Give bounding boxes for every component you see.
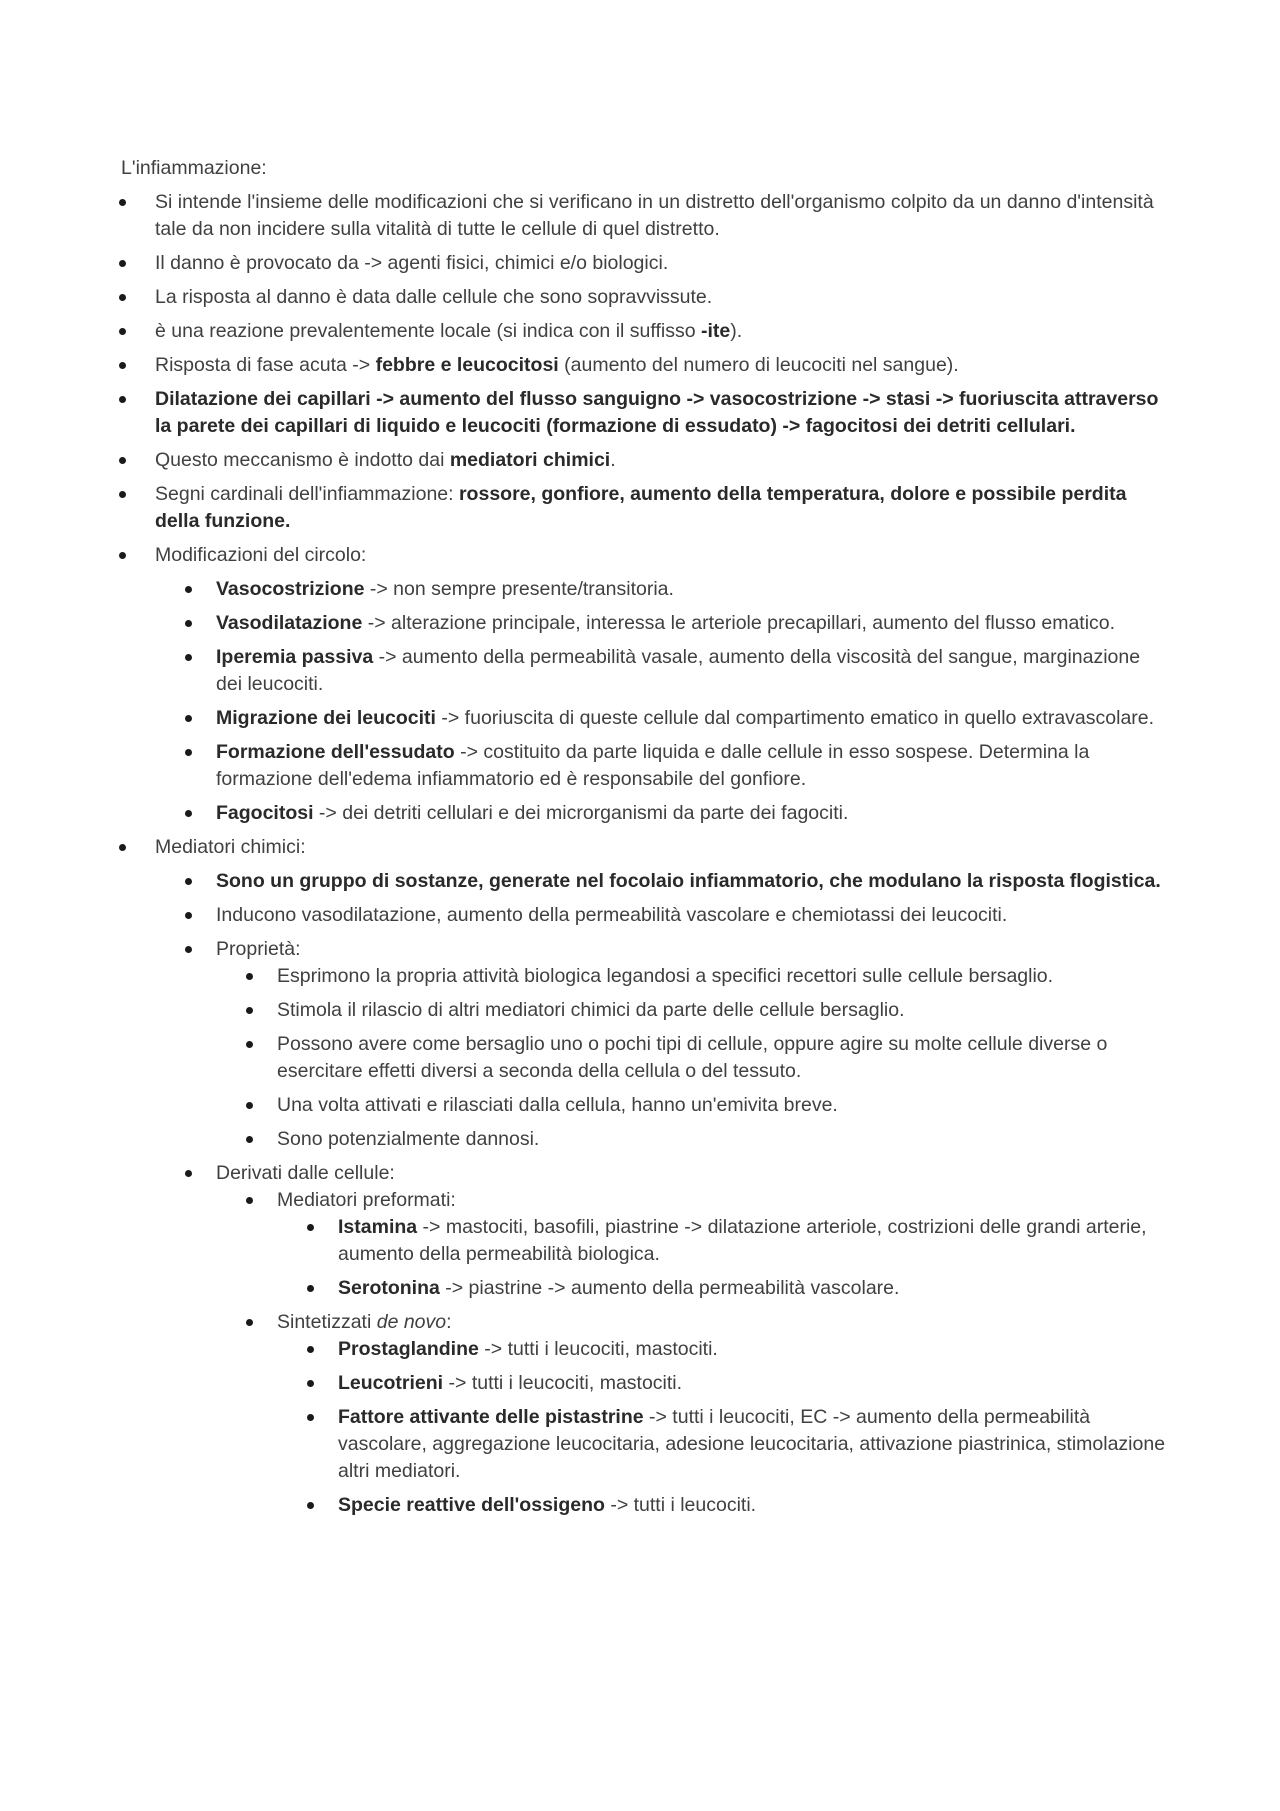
- list-item: [183, 739, 1167, 793]
- text-run: -> tutti i leucociti, EC -> aumento della permeabilità vascolare, aggregazione leucocitaria, adesione leucocitaria, attivazione piastrinica, stimolazione altri mediatori.: [338, 1406, 1166, 1482]
- text-run: Esprimono la propria attività biologica legandosi a specifici recettori sulle cellule bersaglio.: [277, 965, 1054, 987]
- bullet-icon: [307, 1502, 314, 1509]
- text-run: Questo meccanismo è indotto dai: [155, 449, 450, 471]
- list-item-text: [155, 286, 712, 308]
- text-run: -> aumento della permeabilità vasale, aumento della viscosità del sangue, marginazione dei leucociti.: [216, 646, 1141, 695]
- text-run: (aumento del numero di leucociti nel sangue).: [558, 354, 959, 376]
- sub-list: [277, 1214, 1167, 1302]
- bold-text: rossore, gonfiore, aumento della temperatura, dolore e possibile perdita della funzione.: [155, 483, 1127, 532]
- bullet-icon: [185, 749, 192, 756]
- bold-text: Migrazione dei leucociti: [216, 707, 436, 729]
- list-item-text: [216, 707, 1154, 729]
- bullet-icon: [119, 260, 126, 267]
- list-item-text: [338, 1372, 682, 1394]
- list-item: [244, 963, 1167, 990]
- text-run: -> dei detriti cellulari e dei microrganismi da parte dei fagociti.: [313, 802, 849, 824]
- list-item: [117, 318, 1167, 345]
- bold-text: Serotonina: [338, 1277, 440, 1299]
- bullet-icon: [246, 1319, 253, 1326]
- list-item-text: [277, 999, 905, 1021]
- list-item: [183, 705, 1167, 732]
- bold-text: -ite: [700, 320, 731, 342]
- bold-text: Vasocostrizione: [216, 578, 365, 600]
- list-item-text: [155, 320, 742, 342]
- bullet-icon: [185, 810, 192, 817]
- list-item-text: [155, 191, 1154, 240]
- list-item: [305, 1275, 1167, 1302]
- text-run: :: [446, 1311, 452, 1333]
- list-item: [117, 542, 1167, 827]
- text-run: Mediatori preformati:: [277, 1189, 456, 1211]
- list-item-text: [155, 449, 616, 471]
- list-item: [305, 1404, 1167, 1485]
- list-item: [305, 1370, 1167, 1397]
- list-item-text: [216, 612, 1115, 634]
- list-item-text: [338, 1277, 899, 1299]
- list-item: [117, 189, 1167, 243]
- list-item-text: [216, 1162, 395, 1184]
- bold-text: Istamina: [338, 1216, 418, 1238]
- bullet-icon: [185, 586, 192, 593]
- text-run: -> non sempre presente/transitoria.: [364, 578, 674, 600]
- bullet-icon: [307, 1414, 314, 1421]
- list-item: [117, 834, 1167, 1519]
- bullet-icon: [246, 1007, 253, 1014]
- list-item-text: [277, 1311, 452, 1333]
- list-item: [183, 576, 1167, 603]
- list-item-text: [216, 646, 1140, 695]
- bullet-icon: [119, 396, 126, 403]
- bullet-icon: [119, 552, 126, 559]
- bullet-icon: [119, 294, 126, 301]
- text-run: -> alterazione principale, interessa le arteriole precapillari, aumento del flusso ematico.: [362, 612, 1116, 634]
- text-run: Mediatori chimici:: [155, 836, 306, 858]
- list-item: [183, 1160, 1167, 1519]
- bold-text: Prostaglandine: [338, 1338, 479, 1360]
- list-item-text: [277, 965, 1053, 987]
- list-item: [117, 386, 1167, 440]
- text-run: Si intende l'insieme delle modificazioni che si verificano in un distretto dell'organismo colpito da un danno d'intensità tale da non incidere sulla vitalità di tutte le cellule di quel distretto.: [155, 191, 1154, 240]
- text-run: Risposta di fase acuta ->: [155, 354, 376, 376]
- page-title: L'infiammazione:: [121, 157, 267, 179]
- bold-text: Dilatazione dei capillari -> aumento del flusso sanguigno -> vasocostrizione -> stasi -> fuoriuscita attraverso la parete dei capillari di liquido e leucociti (formazione di essudato) -> fagocitosi dei detriti cellulari.: [155, 388, 1159, 437]
- list-item: [305, 1336, 1167, 1363]
- bullet-icon: [307, 1285, 314, 1292]
- bullet-icon: [185, 620, 192, 627]
- bullet-icon: [119, 328, 126, 335]
- text-run: -> tutti i leucociti, mastociti.: [478, 1338, 718, 1360]
- bullet-icon: [185, 1170, 192, 1177]
- list-item: [117, 284, 1167, 311]
- bullet-list: [117, 189, 1167, 1526]
- text-run: -> fuoriuscita di queste cellule dal compartimento ematico in quello extravascolare.: [435, 707, 1155, 729]
- text-run: Possono avere come bersaglio uno o pochi tipi di cellule, oppure agire su molte cellule diverse o esercitare effetti diversi a seconda della cellula o del tessuto.: [277, 1033, 1108, 1082]
- text-run: .: [610, 449, 616, 471]
- text-run: -> costituito da parte liquida e dalle cellule in esso sospese. Determina la formazione dell'edema infiammatorio ed è responsabile del gonfiore.: [216, 741, 1090, 790]
- list-item-text: [277, 1189, 456, 1211]
- bullet-icon: [185, 715, 192, 722]
- bullet-icon: [119, 844, 126, 851]
- sub-list: [216, 1187, 1167, 1519]
- list-item-text: [338, 1406, 1165, 1482]
- list-item: [183, 936, 1167, 1153]
- sub-list: [155, 868, 1167, 1519]
- italic-text: de novo: [376, 1311, 447, 1333]
- list-item-text: [277, 1033, 1107, 1082]
- bold-text: Formazione dell'essudato: [216, 741, 455, 763]
- list-item-text: [216, 741, 1089, 790]
- list-item: [117, 352, 1167, 379]
- text-run: -> piastrine -> aumento della permeabilità vascolare.: [439, 1277, 900, 1299]
- list-item-text: [155, 388, 1158, 437]
- list-item-text: [338, 1494, 756, 1516]
- bold-text: Sono un gruppo di sostanze, generate nel focolaio infiammatorio, che modulano la risposta flogistica.: [216, 870, 1161, 892]
- list-item-text: [155, 252, 668, 274]
- bold-text: Specie reattive dell'ossigeno: [338, 1494, 605, 1516]
- bold-text: febbre e leucocitosi: [375, 354, 559, 376]
- list-item-text: [216, 802, 848, 824]
- text-run: Sintetizzati: [277, 1311, 377, 1333]
- text-run: Stimola il rilascio di altri mediatori chimici da parte delle cellule bersaglio.: [277, 999, 905, 1021]
- bold-text: Fattore attivante delle pistastrine: [338, 1406, 644, 1428]
- bullet-icon: [185, 912, 192, 919]
- bullet-icon: [246, 1136, 253, 1143]
- list-item: [183, 902, 1167, 929]
- list-item: [183, 800, 1167, 827]
- text-run: Modificazioni del circolo:: [155, 544, 367, 566]
- list-item: [183, 644, 1167, 698]
- list-item: [117, 481, 1167, 535]
- sub-list: [216, 963, 1167, 1153]
- list-item-text: [277, 1094, 838, 1116]
- list-item: [244, 1309, 1167, 1519]
- list-item-text: [155, 544, 366, 566]
- bullet-icon: [246, 973, 253, 980]
- text-run: ).: [730, 320, 743, 342]
- text-run: Il danno è provocato da -> agenti fisici, chimici e/o biologici.: [155, 252, 669, 274]
- bullet-icon: [119, 362, 126, 369]
- list-item: [305, 1214, 1167, 1268]
- bullet-icon: [119, 491, 126, 498]
- list-item: [244, 1092, 1167, 1119]
- list-item: [244, 1126, 1167, 1153]
- text-run: Sono potenzialmente dannosi.: [277, 1128, 540, 1150]
- text-run: -> mastociti, basofili, piastrine -> dilatazione arteriole, costrizioni delle grandi arterie, aumento della permeabilità biologica.: [338, 1216, 1147, 1265]
- bullet-icon: [119, 199, 126, 206]
- bullet-icon: [185, 654, 192, 661]
- list-item-text: [155, 836, 306, 858]
- bullet-icon: [307, 1380, 314, 1387]
- list-item-text: [338, 1216, 1147, 1265]
- list-item-text: [155, 483, 1126, 532]
- list-item-text: [216, 870, 1161, 892]
- bold-text: Fagocitosi: [216, 802, 314, 824]
- text-run: Una volta attivati e rilasciati dalla cellula, hanno un'emivita breve.: [277, 1094, 838, 1116]
- text-run: Proprietà:: [216, 938, 301, 960]
- bold-text: Iperemia passiva: [216, 646, 374, 668]
- text-run: Inducono vasodilatazione, aumento della permeabilità vascolare e chemiotassi dei leucociti.: [216, 904, 1008, 926]
- text-run: -> tutti i leucociti.: [604, 1494, 757, 1516]
- list-item: [305, 1492, 1167, 1519]
- bullet-icon: [246, 1041, 253, 1048]
- sub-list: [155, 576, 1167, 827]
- list-item: [183, 610, 1167, 637]
- bullet-icon: [246, 1197, 253, 1204]
- bold-text: Vasodilatazione: [216, 612, 363, 634]
- bullet-icon: [119, 457, 126, 464]
- list-item-text: [216, 938, 301, 960]
- list-item-text: [155, 354, 959, 376]
- list-item: [244, 997, 1167, 1024]
- list-item: [244, 1187, 1167, 1302]
- bullet-icon: [246, 1102, 253, 1109]
- list-item: [183, 868, 1167, 895]
- list-item-text: [338, 1338, 718, 1360]
- bullet-icon: [307, 1346, 314, 1353]
- text-run: è una reazione prevalentemente locale (si indica con il suffisso: [155, 320, 701, 342]
- sub-list: [277, 1336, 1167, 1519]
- text-run: Segni cardinali dell'infiammazione:: [155, 483, 459, 505]
- text-run: -> tutti i leucociti, mastociti.: [443, 1372, 683, 1394]
- list-item: [117, 447, 1167, 474]
- bold-text: Leucotrieni: [338, 1372, 444, 1394]
- list-item: [244, 1031, 1167, 1085]
- list-item-text: [216, 904, 1007, 926]
- list-item-text: [277, 1128, 539, 1150]
- list-item: [117, 250, 1167, 277]
- bullet-icon: [307, 1224, 314, 1231]
- bullet-icon: [185, 946, 192, 953]
- bullet-icon: [185, 878, 192, 885]
- bold-text: mediatori chimici: [449, 449, 611, 471]
- list-item-text: [216, 578, 674, 600]
- text-run: Derivati dalle cellule:: [216, 1162, 395, 1184]
- text-run: La risposta al danno è data dalle cellule che sono sopravvissute.: [155, 286, 713, 308]
